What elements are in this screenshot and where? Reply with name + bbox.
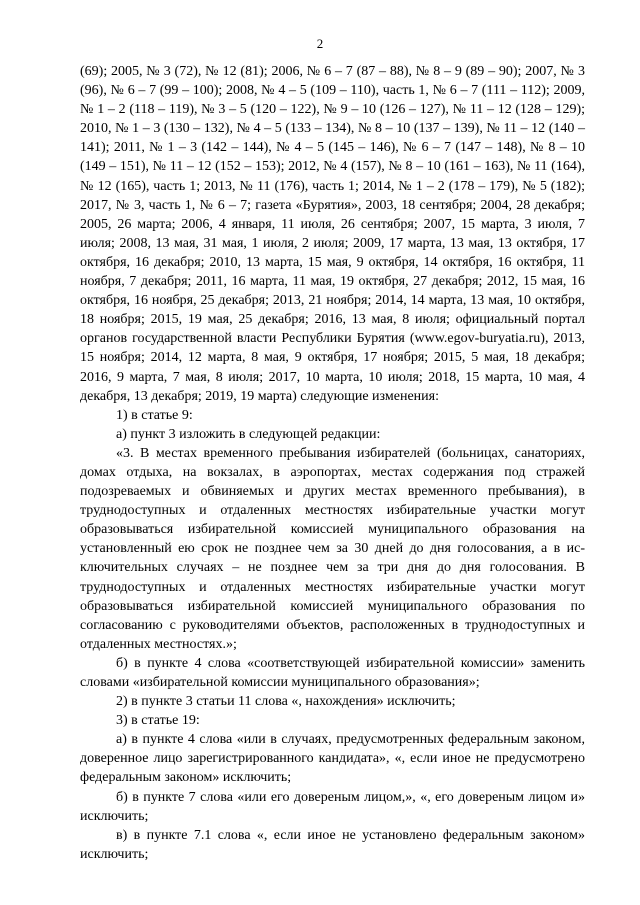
paragraph-item-1: 1) в статье 9: [116,407,193,423]
page-number: 2 [316,36,324,51]
paragraph-sources-list: (69); 2005, № 3 (72), № 12 (81); 2006, № 6 – 7 (87 – 88), № 8 – 9 (89 – 90); 2007, № 3 (96), № 6 – 7 (99 – 100); 2008, № 4 – 5 (109 – 110), часть 1, № 6 – 7 (111 – 112); 2009, № 1 – 2 (118 – 119), № 3 – 5 (120 – 122), № 9 – 10 (126 – 127), № 11 – 12 (128 – 129); 2010, № 1 – 3 (130 – 132), № 4 – 5 (133 – 134), № 8 – 10 (137 – 139), № 11 – 12 (140 – 141); 2011, № 1 – 3 (142 – 144), № 4 – 5 (145 – 146), № 6 – 7 (147 – 148), № 8 – 10 (149 – 151), № 11 – 12 (152 – 153); 2012, № 4 (157), № 8 – 10 (161 – 163), № 11 (164), № 12 (165), часть 1; 2013, № 11 (176), часть 1; 2014, № 1 – 2 (178 – 179), № 5 (182); 2017, № 3, часть 1, № 6 – 7; газета «Бурятия», 2003, 18 сентября; 2004, 28 декабря; 2005, 26 марта; 2006, 4 января, 11 июля, 26 сентября; 2007, 15 марта, 3 июля, 7 июля; 2008, 13 мая, 31 мая, 1 июля, 2 июля; 2009, 17 марта, 13 мая, 13 октября, 17 октября, 16 декабря; 2010, 13 марта, 15 мая, 9 октября, 14 октября, 16 октября, 11 ноября, 7 декабря; 2011, 16 марта, 11 мая, 19 октября, 27 декабря; 2012, 15 мая, 16 октября, 16 ноября, 25 декабря; 2013, 21 ноября; 2014, 14 марта, 13 мая, 10 октября, 18 ноября; 2015, 19 мая, 25 декабря; 2016, 13 мая, 8 июля; официальный портал органов государственной власти Республики Бурятия (www.egov-buryatia.ru), 2013, 15 ноября; 2014, 12 марта, 8 мая, 9 октября, 17 ноября; 2015, 5 мая, 18 декабря; 2016, 9 марта, 7 мая, 8 июля; 2017, 10 марта, 10 июля; 2018, 15 марта, 10 мая, 4 декабря, 13 декабря; 2019, 19 марта) следующие изменения: [80,64,585,404]
paragraph-subitem-1a: а) пункт 3 изложить в следующей редакции: [116,426,381,442]
paragraph-item-3: 3) в статье 19: [116,713,200,729]
paragraph-subitem-1b: б) в пункте 4 слова «соответствующей избирательной комиссии» заменить словами «избирательной комиссии муниципального образования»; [80,655,585,690]
paragraph-subitem-3c: в) в пункте 7.1 слова «, если иное не установлено федеральным законом» исключить; [80,827,585,862]
paragraph-item-2: 2) в пункте 3 статьи 11 слова «, нахождения» исключить; [116,694,456,710]
document-body [80,62,585,864]
paragraph-subitem-3b: б) в пункте 7 слова «или его довереным лицом,», «, его довереным лицом и» исключить; [80,789,585,824]
paragraph-subitem-3a: а) в пункте 4 слова «или в случаях, предусмотренных федеральным законом, доверенное лицо зарегистрированного кандидата», «, если иное не предусмотрено федеральным законом» исключить; [80,732,585,786]
paragraph-quoted-point-3: «3. В местах временного пребывания избирателей (больницах, санаториях, домах отдыха, на вокзалах, в аэропортах, местах содержания под стражей подозреваемых и обвиняемых и других местах временного пребывания), в труднодоступных и отдаленных местностях избирательные участки могут образовываться избирательной комиссией муниципального образования на установленный ею срок не позднее чем за 30 дней до дня голосования, а в исключительных случаях – не позднее чем за три дня до дня голосования. В труднодоступных и отдаленных местностях избирательные участки могут образовываться избирательной комиссией муниципального образования по согласованию с руководителями объектов, расположенных в труднодоступных и отдаленных местностях.»; [80,445,585,652]
